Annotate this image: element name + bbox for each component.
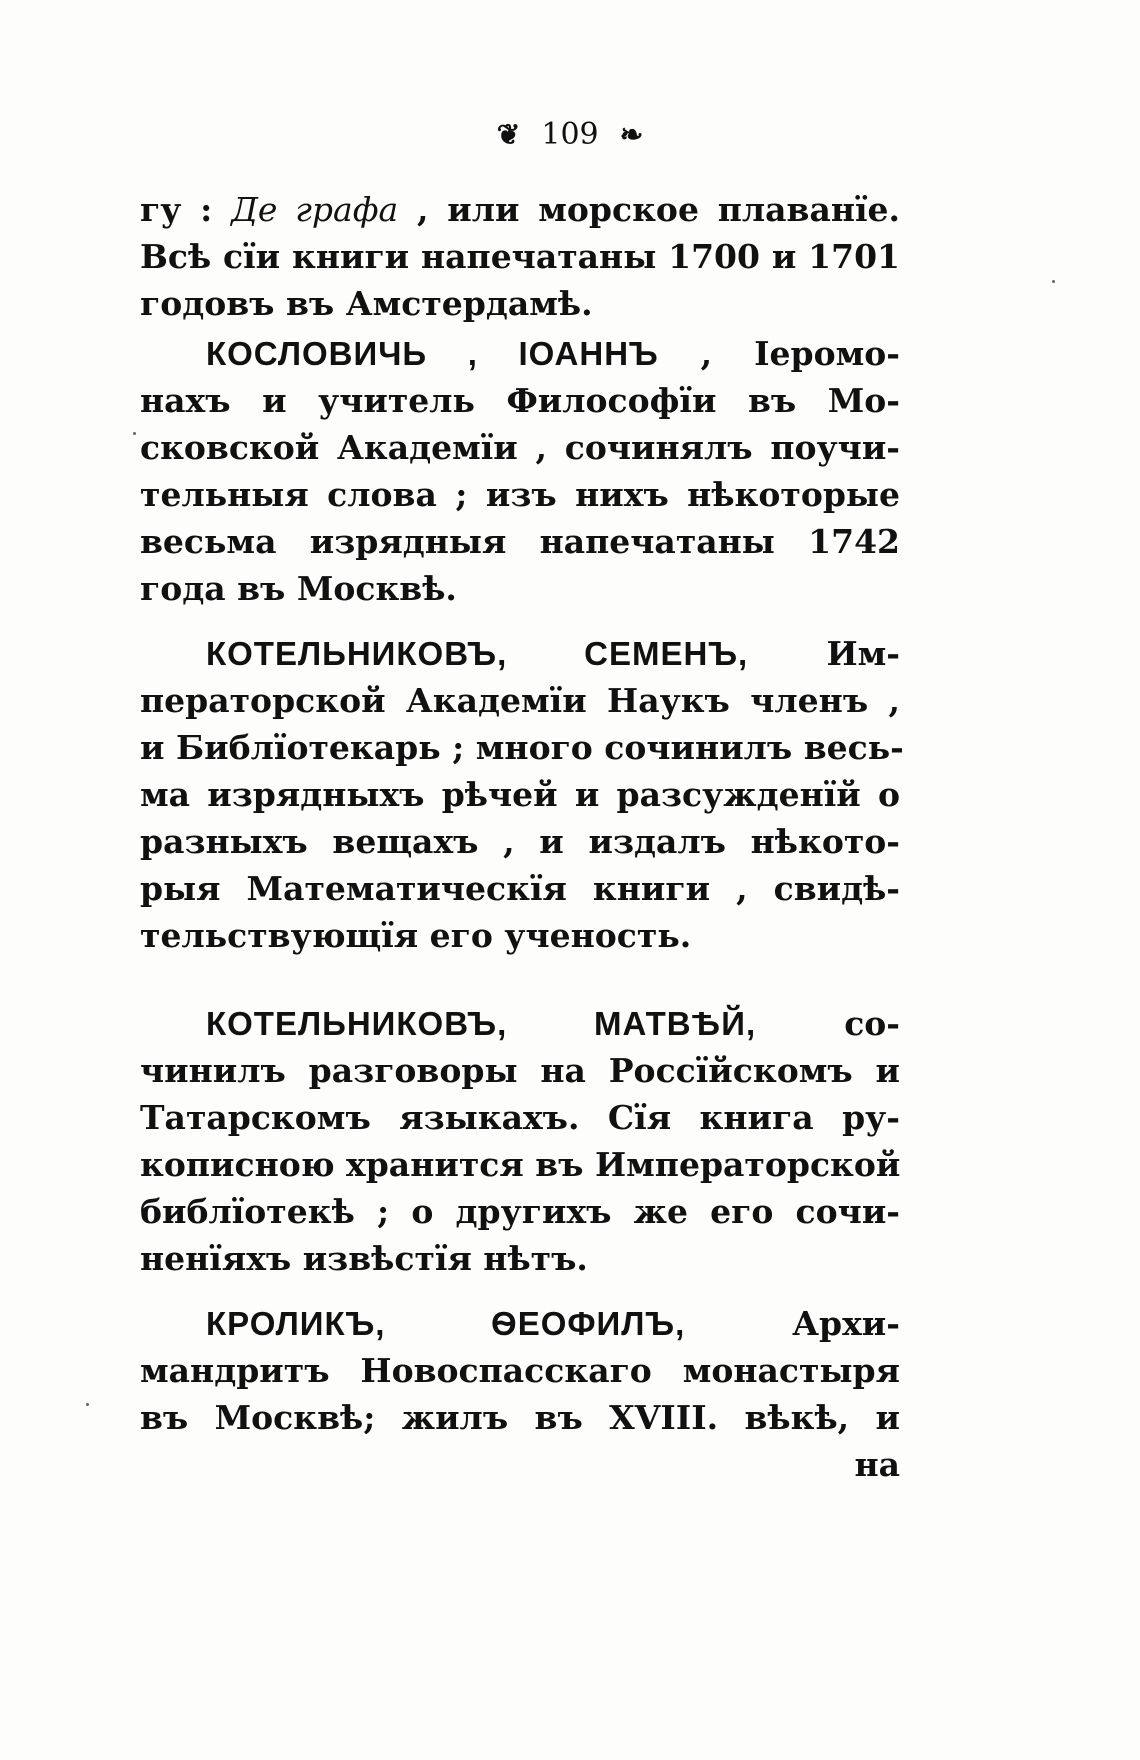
entry-name: КОТЕЛЬНИКОВЪ, СЕМЕНЪ, (206, 635, 749, 672)
text-line: сковской Академїи , сочинялъ поучи- (140, 428, 900, 467)
catchword: на (854, 1445, 900, 1484)
text-line: ма изрядныхъ рѣчей и разсужденїй о (140, 775, 900, 814)
text-line: ператорской Академїи Наукъ членъ , (140, 681, 900, 720)
scan-speck (133, 432, 136, 435)
text-line: года въ Москвѣ. (140, 569, 457, 608)
text-line: Всѣ сїи книги напечатаны 1700 и 1701 (140, 237, 900, 276)
entry-krolik (140, 1300, 900, 1488)
entry-name: КОСЛОВИЧЬ , ІОАННЪ (206, 335, 659, 372)
text-line: мандритъ Новоспасскаго монастыря (140, 1351, 900, 1390)
scan-speck (1052, 280, 1055, 283)
text-line (140, 630, 900, 677)
text-line: нахъ и учитель Философїи въ Мо- (140, 381, 900, 420)
text-fragment: со- (756, 1004, 900, 1043)
text-line: въ Москвѣ; жилъ въ XVIII. вѣкѣ, и (140, 1398, 900, 1437)
text-line: и Библїотекарь ; много сочинилъ весь- (140, 728, 904, 767)
italic-title: Де графа (231, 190, 399, 229)
text-fragment: , Іеромо- (658, 334, 901, 373)
text-fragment: Им- (748, 634, 900, 673)
text-line (140, 186, 900, 233)
entry-koslovich (140, 330, 900, 612)
entry-name: КРОЛИКЪ, ѲЕОФИЛЪ, (206, 1305, 686, 1342)
text-fragment: гу : (140, 190, 232, 229)
text-line: чинилъ разговоры на Россїйскомъ и (140, 1051, 900, 1090)
text-line: разныхъ вещахъ , и издалъ нѣкото- (140, 822, 900, 861)
entry-kotelnikov-matvey (140, 1000, 900, 1282)
text-line: библїотекѣ ; о другихъ же его сочи- (140, 1192, 900, 1231)
text-line: рыя Математическїя книги , свидѣ- (140, 869, 900, 908)
text-line: годовъ въ Амстердамѣ. (140, 284, 593, 323)
text-fragment: , или морское плаванїе. (398, 190, 901, 229)
text-line (140, 1000, 900, 1047)
text-line: ненїяхъ извѣстїя нѣтъ. (140, 1239, 588, 1278)
text-fragment: Архи- (685, 1304, 900, 1343)
text-line: тельствующїя его ученость. (140, 916, 692, 955)
text-line: весьма изрядныя напечатаны 1742 (140, 522, 900, 561)
text-line (140, 1300, 900, 1347)
right-ornament-icon: ❧ (619, 117, 644, 151)
text-line: тельныя слова ; изъ нихъ нѣкоторые (140, 475, 900, 514)
text-line (140, 330, 900, 377)
page-header (0, 112, 1140, 155)
scan-speck (86, 1403, 89, 1406)
continuation-paragraph (140, 186, 900, 327)
text-line: кописною хранится въ Императорской (140, 1145, 901, 1184)
page-number: 109 (541, 116, 599, 152)
text-line: Татарскомъ языкахъ. Сїя книга ру- (140, 1098, 900, 1137)
entry-kotelnikov-semen (140, 630, 904, 959)
entry-name: КОТЕЛЬНИКОВЪ, МАТВѢЙ, (206, 1005, 757, 1042)
left-ornament-icon: ❦ (496, 117, 521, 151)
